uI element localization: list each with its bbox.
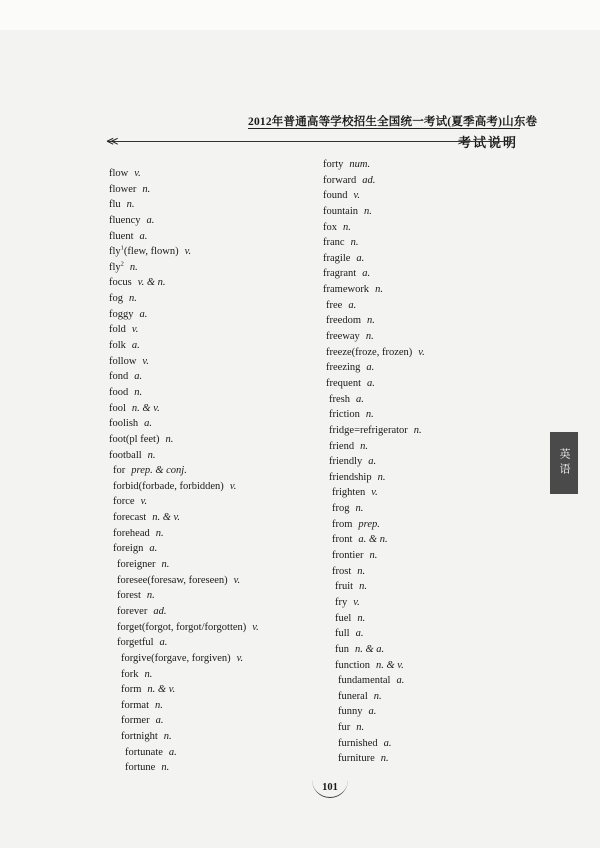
vocab-word: foot bbox=[109, 433, 126, 445]
vocab-part-of-speech: a. bbox=[362, 268, 371, 280]
vocab-word: forward bbox=[323, 174, 357, 186]
vocab-entry bbox=[109, 526, 259, 542]
vocab-entry bbox=[109, 229, 259, 245]
vocab-word: forbid bbox=[113, 480, 139, 492]
vocab-word: friendship bbox=[329, 471, 372, 483]
vocab-word: foreign bbox=[113, 543, 144, 555]
vocab-word: frequent bbox=[326, 377, 361, 389]
vocab-part-of-speech: num. bbox=[349, 159, 371, 170]
vocab-part-of-speech: ad. bbox=[362, 174, 376, 186]
vocab-part-of-speech: n. bbox=[129, 293, 137, 305]
vocab-entry bbox=[109, 354, 259, 370]
vocab-word: folk bbox=[109, 340, 126, 352]
vocab-part-of-speech: n. & v. bbox=[131, 402, 160, 414]
vocab-word: friction bbox=[329, 409, 360, 421]
vocab-part-of-speech: a. bbox=[356, 393, 364, 405]
vocab-forms: (froze, frozen) bbox=[351, 346, 413, 358]
vocab-word: forgive bbox=[121, 652, 152, 664]
vocab-part-of-speech: v. bbox=[233, 574, 241, 586]
vocab-entry bbox=[109, 541, 259, 557]
vocab-word: fountain bbox=[323, 205, 358, 217]
vocab-word: follow bbox=[109, 355, 137, 367]
vocab-entry bbox=[323, 173, 425, 189]
vocab-entry bbox=[109, 166, 259, 182]
vocab-entry bbox=[323, 611, 425, 627]
vocab-word: freezing bbox=[326, 362, 361, 374]
vocab-entry bbox=[323, 282, 425, 298]
vocab-part-of-speech: a. bbox=[144, 418, 153, 430]
vocab-entry bbox=[109, 713, 259, 729]
vocab-word: fly bbox=[109, 261, 121, 273]
vocab-entry bbox=[109, 510, 259, 526]
vocab-part-of-speech: n. bbox=[165, 433, 174, 445]
vocab-part-of-speech: n. bbox=[359, 581, 367, 593]
vocab-word: fun bbox=[335, 643, 349, 655]
vocab-part-of-speech: n. bbox=[355, 503, 364, 515]
vocab-word: fluent bbox=[109, 230, 134, 242]
vocab-part-of-speech: v. bbox=[142, 355, 149, 367]
vocab-part-of-speech: n. bbox=[350, 237, 359, 249]
vocab-word: freeze bbox=[326, 346, 352, 358]
vocab-entry bbox=[109, 729, 259, 745]
vocab-part-of-speech: n. bbox=[377, 471, 386, 483]
vocab-part-of-speech: n. & a. bbox=[355, 643, 385, 655]
vocab-part-of-speech: n. bbox=[360, 440, 368, 452]
vocab-entry bbox=[109, 588, 259, 604]
header-rule bbox=[248, 128, 520, 129]
vocab-entry bbox=[323, 470, 425, 486]
vocab-word: fortnight bbox=[121, 731, 158, 743]
vocab-entry bbox=[323, 454, 425, 470]
vocab-entry bbox=[323, 266, 425, 282]
vocab-entry bbox=[109, 463, 259, 479]
vocab-word: fox bbox=[323, 221, 337, 233]
vocab-entry bbox=[323, 345, 425, 361]
vocab-word: force bbox=[113, 496, 135, 508]
vocab-entry bbox=[323, 564, 425, 580]
vocab-part-of-speech: a. bbox=[396, 675, 405, 687]
vocab-entry bbox=[323, 532, 425, 548]
vocab-entry bbox=[109, 213, 259, 229]
vocab-part-of-speech: n. bbox=[126, 199, 135, 211]
vocab-word: fork bbox=[121, 668, 139, 680]
vocab-part-of-speech: a. bbox=[134, 371, 143, 383]
vocab-entry bbox=[323, 548, 425, 564]
vocab-entry bbox=[109, 244, 259, 260]
vocab-word: forget bbox=[117, 621, 142, 633]
vocab-entry bbox=[323, 501, 425, 517]
vocab-part-of-speech: n. bbox=[380, 753, 389, 765]
vocab-part-of-speech: prep. & conj. bbox=[131, 465, 187, 477]
vocab-entry bbox=[323, 751, 425, 767]
vocab-word: framework bbox=[323, 284, 370, 296]
vocab-word: fond bbox=[109, 371, 129, 383]
vocab-entry bbox=[323, 392, 425, 408]
vocab-part-of-speech: v. bbox=[229, 480, 237, 492]
vocab-part-of-speech: n. & v. bbox=[147, 684, 176, 696]
vocab-entry bbox=[323, 298, 425, 314]
vocab-entry bbox=[109, 682, 259, 698]
vocab-word: focus bbox=[109, 277, 132, 289]
vocab-entry bbox=[109, 479, 259, 495]
vocab-part-of-speech: a. bbox=[366, 377, 375, 389]
vocab-entry bbox=[323, 517, 425, 533]
vocab-part-of-speech: a. bbox=[139, 230, 148, 242]
vocab-entry bbox=[323, 720, 425, 736]
vocab-part-of-speech: v. bbox=[131, 324, 139, 336]
vocab-word: for bbox=[113, 465, 126, 477]
vocab-word: franc bbox=[323, 237, 345, 249]
vocab-word: fruit bbox=[335, 581, 354, 593]
vocab-entry bbox=[323, 626, 425, 642]
vocab-word: forehead bbox=[113, 527, 150, 539]
vocab-entry bbox=[109, 667, 259, 683]
header-divider bbox=[108, 141, 512, 142]
side-tab-english: 英语 bbox=[550, 432, 578, 494]
vocab-forms: (forgot, forgot/forgotten) bbox=[141, 621, 247, 633]
vocab-part-of-speech: n. & v. bbox=[376, 659, 404, 671]
vocab-entry bbox=[109, 401, 259, 417]
vocab-part-of-speech: v. bbox=[134, 168, 141, 179]
vocab-entry bbox=[109, 432, 259, 448]
vocab-entry bbox=[109, 182, 259, 198]
vocab-word: frost bbox=[332, 565, 352, 577]
vocab-part-of-speech: n. bbox=[343, 221, 351, 233]
vocab-entry bbox=[323, 204, 425, 220]
vocab-word: frontier bbox=[332, 550, 364, 562]
vocab-part-of-speech: a. bbox=[348, 299, 357, 311]
vocab-part-of-speech: n. bbox=[146, 590, 155, 602]
vocab-entry bbox=[109, 573, 259, 589]
vocab-word: furniture bbox=[338, 753, 375, 765]
vocab-part-of-speech: a. bbox=[131, 340, 140, 352]
vocab-word: forever bbox=[117, 605, 148, 617]
vocab-entry bbox=[323, 689, 425, 705]
vocab-word: flow bbox=[109, 168, 129, 179]
left-column bbox=[109, 166, 259, 776]
vocab-part-of-speech: a. bbox=[355, 628, 364, 640]
vocab-entry bbox=[323, 251, 425, 267]
vocab-part-of-speech: n. bbox=[161, 559, 170, 571]
vocab-word: fresh bbox=[329, 393, 350, 405]
chevron-left-icon: ≪ bbox=[106, 134, 119, 148]
vocab-part-of-speech: a. bbox=[168, 746, 177, 758]
vocab-part-of-speech: n. bbox=[365, 331, 374, 343]
vocab-part-of-speech: n. bbox=[129, 261, 138, 273]
vocab-word: forgetful bbox=[117, 637, 154, 649]
vocab-entry bbox=[109, 260, 259, 276]
vocab-entry bbox=[323, 376, 425, 392]
vocab-part-of-speech: v. bbox=[236, 652, 244, 664]
vocab-word: from bbox=[332, 518, 353, 530]
vocab-part-of-speech: n. bbox=[163, 731, 172, 743]
vocab-word: foresee bbox=[117, 574, 148, 586]
vocab-part-of-speech: n. bbox=[364, 205, 372, 217]
vocab-part-of-speech: n. bbox=[375, 284, 383, 296]
header-title: 2012年普通高等学校招生全国统一考试(夏季高考)山东卷 bbox=[248, 116, 538, 128]
vocab-entry bbox=[109, 307, 259, 323]
vocab-entry bbox=[109, 275, 259, 291]
vocab-entry bbox=[109, 322, 259, 338]
header-subtitle: 考试说明 bbox=[457, 135, 518, 150]
vocab-word: fry bbox=[335, 596, 348, 608]
vocab-entry bbox=[109, 416, 259, 432]
vocab-entry bbox=[323, 673, 425, 689]
vocab-forms: (forgave, forgiven) bbox=[151, 652, 231, 664]
vocab-part-of-speech: prep. bbox=[358, 518, 380, 530]
vocab-part-of-speech: n. bbox=[155, 527, 164, 539]
vocab-entry bbox=[109, 494, 259, 510]
vocab-part-of-speech: n. bbox=[144, 668, 153, 680]
vocab-word: full bbox=[335, 628, 350, 640]
vocab-part-of-speech: v. & n. bbox=[137, 277, 166, 289]
vocab-part-of-speech: a. bbox=[368, 706, 377, 718]
vocab-part-of-speech: a. & n. bbox=[358, 534, 388, 546]
vocab-entry bbox=[109, 197, 259, 213]
vocab-word: funeral bbox=[338, 690, 368, 702]
vocab-word: found bbox=[323, 190, 348, 202]
vocab-part-of-speech: v. bbox=[252, 621, 259, 633]
right-column bbox=[323, 157, 425, 767]
vocab-part-of-speech: v. bbox=[418, 346, 425, 358]
vocab-word: forecast bbox=[113, 512, 147, 524]
vocab-part-of-speech: v. bbox=[353, 596, 360, 608]
vocab-part-of-speech: a. bbox=[146, 214, 155, 226]
vocab-part-of-speech: n. & v. bbox=[152, 512, 181, 524]
vocab-superscript: 1 bbox=[120, 244, 124, 252]
vocab-entry bbox=[323, 423, 425, 439]
vocab-entry bbox=[323, 579, 425, 595]
vocab-word: fortunate bbox=[125, 746, 163, 758]
vocab-entry bbox=[323, 642, 425, 658]
vocab-entry bbox=[323, 704, 425, 720]
vocab-part-of-speech: v. bbox=[184, 246, 192, 258]
vocab-part-of-speech: n. bbox=[161, 762, 170, 774]
vocab-part-of-speech: v. bbox=[353, 190, 361, 202]
vocab-word: free bbox=[326, 299, 343, 311]
vocab-part-of-speech: a. bbox=[383, 737, 392, 749]
vocab-part-of-speech: a. bbox=[356, 252, 365, 264]
vocab-entry bbox=[109, 338, 259, 354]
vocab-word: foolish bbox=[109, 418, 139, 430]
vocab-word: fragile bbox=[323, 252, 351, 264]
vocab-entry bbox=[323, 313, 425, 329]
vocab-entry bbox=[323, 188, 425, 204]
vocab-word: friend bbox=[329, 440, 355, 452]
vocab-word: frog bbox=[332, 503, 350, 515]
vocab-part-of-speech: n. bbox=[147, 449, 156, 461]
vocab-part-of-speech: n. bbox=[413, 424, 422, 436]
vocab-word: fortune bbox=[125, 762, 156, 774]
vocab-entry bbox=[323, 220, 425, 236]
vocab-part-of-speech: n. bbox=[357, 612, 366, 624]
vocab-word: foreigner bbox=[117, 559, 156, 571]
vocab-word: forest bbox=[117, 590, 141, 602]
vocab-word: form bbox=[121, 684, 142, 696]
vocab-entry bbox=[109, 369, 259, 385]
vocab-part-of-speech: ad. bbox=[153, 605, 167, 617]
vocab-part-of-speech: a. bbox=[366, 362, 375, 374]
vocab-entry bbox=[109, 620, 259, 636]
vocab-entry bbox=[323, 360, 425, 376]
vocab-word: fold bbox=[109, 324, 126, 336]
vocab-word: frighten bbox=[332, 487, 366, 499]
vocab-word: front bbox=[332, 534, 353, 546]
vocab-entry bbox=[323, 157, 425, 173]
vocab-part-of-speech: n. bbox=[366, 315, 375, 327]
vocab-entry bbox=[109, 604, 259, 620]
vocab-entry bbox=[109, 698, 259, 714]
vocab-word: fridge=refrigerator bbox=[329, 424, 408, 436]
vocab-word: flower bbox=[109, 183, 137, 195]
vocab-entry bbox=[109, 385, 259, 401]
vocab-word: fuel bbox=[335, 612, 352, 624]
vocab-entry bbox=[323, 407, 425, 423]
vocab-word: fog bbox=[109, 293, 123, 305]
vocab-forms: (flew, flown) bbox=[123, 246, 179, 258]
vocab-entry bbox=[323, 595, 425, 611]
vocab-part-of-speech: n. bbox=[142, 183, 151, 195]
vocab-word: fly bbox=[109, 246, 121, 258]
vocab-entry bbox=[323, 329, 425, 345]
vocab-part-of-speech: v. bbox=[371, 487, 378, 499]
vocab-word: flu bbox=[109, 199, 121, 211]
vocab-entry bbox=[323, 235, 425, 251]
vocab-word: foggy bbox=[109, 308, 134, 320]
vocab-word: forty bbox=[323, 159, 344, 170]
vocab-part-of-speech: v. bbox=[140, 496, 148, 508]
vocab-word: friendly bbox=[329, 456, 363, 468]
vocab-entry bbox=[109, 745, 259, 761]
vocab-part-of-speech: n. bbox=[357, 565, 366, 577]
page-header bbox=[248, 113, 538, 151]
vocab-word: fur bbox=[338, 722, 351, 734]
vocab-forms: (foresaw, foreseen) bbox=[147, 574, 228, 586]
vocab-word: format bbox=[121, 699, 149, 711]
vocab-word: freedom bbox=[326, 315, 361, 327]
vocab-part-of-speech: a. bbox=[159, 637, 168, 649]
vocab-entry bbox=[323, 485, 425, 501]
vocab-entry bbox=[109, 760, 259, 776]
vocab-word: fundamental bbox=[338, 675, 391, 687]
vocab-part-of-speech: n. bbox=[369, 550, 378, 562]
vocab-superscript: 2 bbox=[120, 260, 124, 268]
vocab-entry bbox=[109, 448, 259, 464]
vocab-word: fragrant bbox=[323, 268, 357, 280]
vocab-entry bbox=[109, 635, 259, 651]
vocab-word: funny bbox=[338, 706, 363, 718]
vocab-part-of-speech: a. bbox=[149, 543, 158, 555]
vocab-forms: (forbade, forbidden) bbox=[138, 480, 224, 492]
page-top-edge bbox=[0, 0, 600, 30]
vocab-entry bbox=[109, 557, 259, 573]
vocab-entry bbox=[323, 658, 425, 674]
vocab-part-of-speech: n. bbox=[134, 386, 143, 398]
vocab-forms: (pl feet) bbox=[125, 433, 160, 445]
vocab-part-of-speech: n. bbox=[155, 699, 163, 711]
vocab-entry bbox=[323, 736, 425, 752]
vocab-part-of-speech: a. bbox=[368, 456, 377, 468]
page-number: 101 bbox=[322, 782, 338, 793]
vocab-word: former bbox=[121, 715, 150, 727]
vocab-part-of-speech: n. bbox=[356, 722, 365, 734]
vocab-entry bbox=[323, 439, 425, 455]
vocab-part-of-speech: n. bbox=[373, 690, 382, 702]
vocab-part-of-speech: a. bbox=[139, 308, 148, 320]
vocab-word: fool bbox=[109, 402, 126, 414]
vocab-word: food bbox=[109, 386, 129, 398]
vocab-word: freeway bbox=[326, 331, 360, 343]
vocab-word: fluency bbox=[109, 214, 141, 226]
vocab-word: function bbox=[335, 659, 370, 671]
vocab-part-of-speech: n. bbox=[365, 409, 374, 421]
vocab-part-of-speech: a. bbox=[155, 715, 164, 727]
vocab-entry bbox=[109, 651, 259, 667]
vocab-word: football bbox=[109, 449, 142, 461]
vocab-word: furnished bbox=[338, 737, 378, 749]
vocab-entry bbox=[109, 291, 259, 307]
